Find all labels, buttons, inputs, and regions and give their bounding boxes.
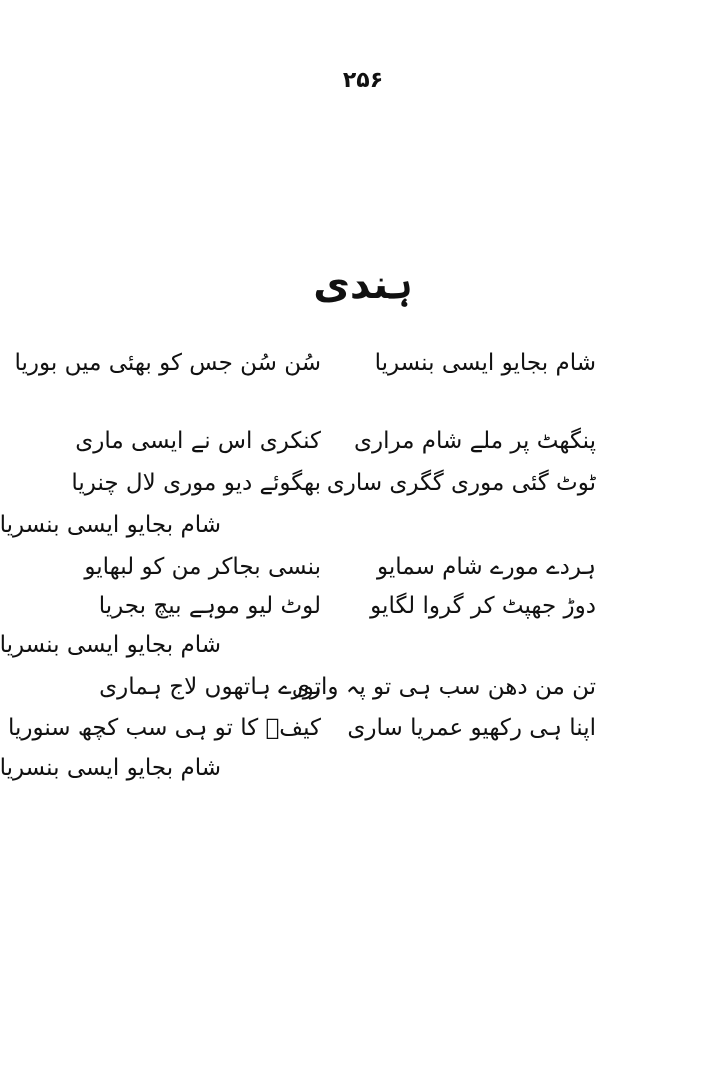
section-title: ہندی xyxy=(313,262,413,308)
verse-line: بھگوئے دیو موری لال چنریا xyxy=(71,470,321,496)
verse-line: کنکری اس نے ایسی ماری xyxy=(75,428,321,454)
verse-line: تورے ہاتھوں لاج ہماری xyxy=(99,674,321,700)
verse-line: پنگھٹ پر ملے شام مراری xyxy=(353,428,596,454)
verse-line: سُن سُن جس کو بھئی میں بوریا xyxy=(14,350,321,376)
verse-line: دوڑ جھپٹ کر گروا لگایو xyxy=(370,593,596,619)
refrain-line: شام بجایو ایسی بنسریا xyxy=(0,632,221,658)
verse-line: تن من دھن سب ہی تو پہ واری xyxy=(291,674,596,700)
verse-line: شام بجایو ایسی بنسریا xyxy=(374,350,596,376)
verse-line: کیفؔ کا تو ہی سب کچھ سنوریا xyxy=(7,715,321,741)
page-number: ۲۵۶ xyxy=(342,68,384,93)
verse-line: ٹوٹ گئی موری گگری ساری xyxy=(326,470,596,496)
verse-line: ہردے مورے شام سمایو xyxy=(377,554,596,580)
verse-line: لوٹ لیو موہے بیچ بجریا xyxy=(98,593,321,619)
verse-line: اپنا ہی رکھیو عمریا ساری xyxy=(347,715,596,741)
verse-line: بنسی بجاکر من کو لبھایو xyxy=(84,554,321,580)
refrain-line: شام بجایو ایسی بنسریا xyxy=(0,755,221,781)
refrain-line: شام بجایو ایسی بنسریا xyxy=(0,512,221,538)
